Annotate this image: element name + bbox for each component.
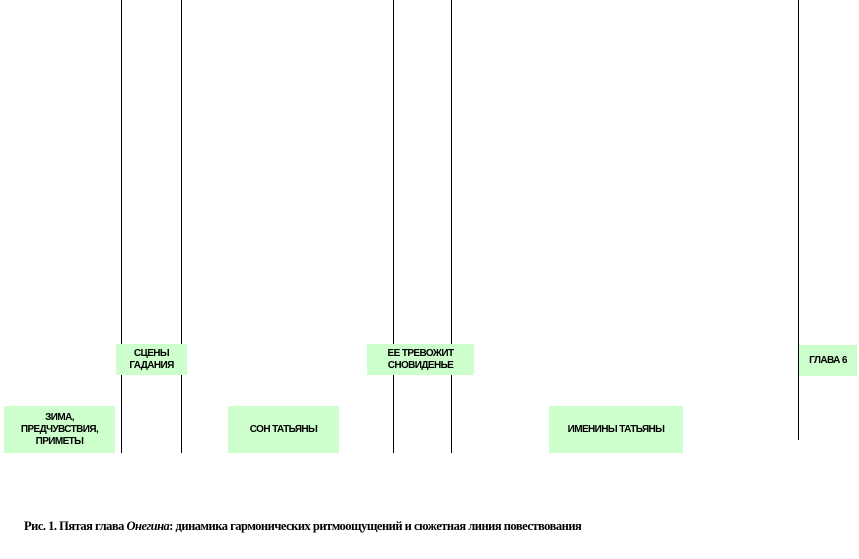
box-anxiety-dream: ЕЕ ТРЕВОЖИТ СНОВИДЕНЬЕ bbox=[367, 344, 474, 375]
figure-caption bbox=[24, 519, 844, 534]
box-divination-scenes: СЦЕНЫ ГАДАНИЯ bbox=[116, 344, 187, 375]
box-tatiana-dream: СОН ТАТЬЯНЫ bbox=[228, 406, 339, 453]
caption-title-italic: Онегина bbox=[126, 519, 170, 533]
box-tatiana-nameday: ИМЕНИНЫ ТАТЬЯНЫ bbox=[549, 406, 683, 453]
vertical-line-3 bbox=[393, 0, 394, 453]
vertical-line-2 bbox=[181, 0, 182, 453]
vertical-line-1 bbox=[121, 0, 122, 453]
box-winter: ЗИМА, ПРЕДЧУВСТВИЯ, ПРИМЕТЫ bbox=[4, 406, 115, 453]
box-chapter-6: ГЛАВА 6 bbox=[799, 345, 857, 376]
caption-suffix: : динамика гармонических ритмоощущений и сюжетная линия повествования bbox=[169, 519, 582, 533]
vertical-line-4 bbox=[451, 0, 452, 453]
caption-prefix: Рис. 1. Пятая глава bbox=[24, 519, 127, 533]
